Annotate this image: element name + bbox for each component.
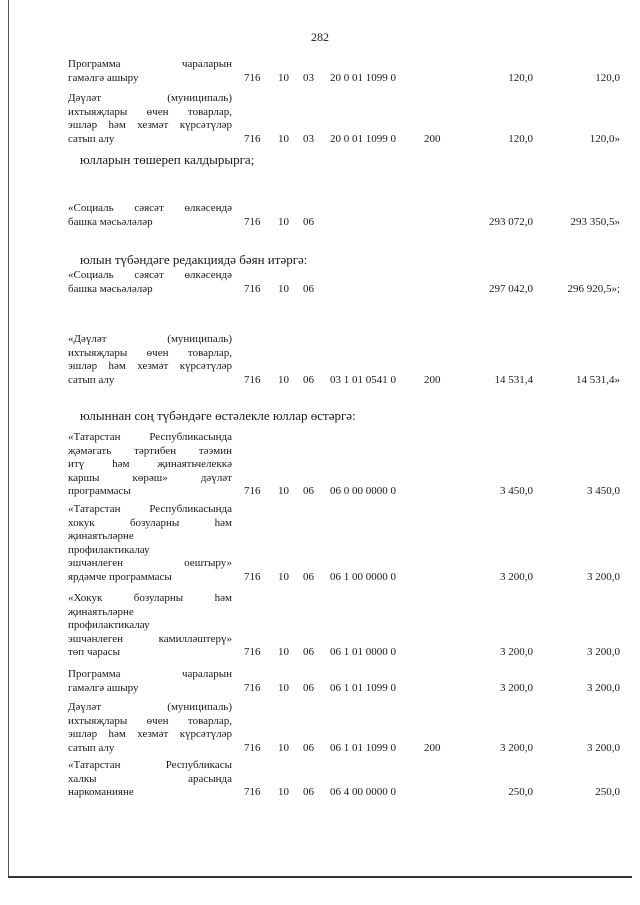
- row-name: [68, 58, 232, 85]
- section-code: 10: [278, 132, 289, 145]
- target-article-code: 03 1 01 0541 0: [330, 373, 396, 386]
- amount-1: 14 531,4: [494, 373, 533, 386]
- section-code: 10: [278, 215, 289, 228]
- amount-2: 3 200,0: [587, 741, 620, 754]
- ministry-code: 716: [244, 570, 261, 583]
- amount-2: 120,0»: [589, 132, 620, 145]
- ministry-code: 716: [244, 681, 261, 694]
- row-name-line: сатып алу: [68, 132, 115, 145]
- section-code: 10: [278, 570, 289, 583]
- ministry-code: 716: [244, 132, 261, 145]
- row-name-line: «Татарстан Республикасында: [68, 431, 232, 443]
- row-name-line: гамәлгә ашыру: [68, 681, 139, 694]
- scan-edge-line: [8, 0, 9, 878]
- amount-1: 120,0: [508, 132, 533, 145]
- amount-2: 3 200,0: [587, 570, 620, 583]
- ministry-code: 716: [244, 71, 261, 84]
- ministry-code: 716: [244, 485, 261, 497]
- subsection-code: 06: [303, 373, 314, 386]
- subsection-code: 06: [303, 215, 314, 228]
- amount-2: 3 450,0: [587, 485, 620, 497]
- amount-1: 3 450,0: [500, 485, 533, 497]
- section-code: 10: [278, 786, 289, 798]
- row-name-line: сатып алу: [68, 741, 115, 754]
- row-name-line: Дәүләт (муниципаль): [68, 701, 232, 713]
- section-code: 10: [278, 646, 289, 658]
- target-article-code: 06 1 00 0000 0: [330, 570, 396, 583]
- amount-1: 3 200,0: [500, 570, 533, 583]
- section-code: 10: [278, 282, 289, 295]
- ministry-code: 716: [244, 373, 261, 386]
- subsection-code: 06: [303, 282, 314, 295]
- bottom-border-line: [8, 876, 632, 878]
- row-name: [68, 431, 232, 499]
- target-article-code: 20 0 01 1099 0: [330, 71, 396, 84]
- row-name-line: төп чарасы: [68, 646, 121, 658]
- subsection-code: 06: [303, 646, 314, 658]
- ministry-code: 716: [244, 646, 261, 658]
- row-name-line: эшчәнлеген оештыру»: [68, 557, 232, 569]
- target-article-code: 06 4 00 0000 0: [330, 786, 396, 798]
- row-name-line: халкы арасында: [68, 772, 232, 785]
- row-name-line: гамәлгә ашыру: [68, 71, 139, 84]
- row-name: [68, 503, 232, 584]
- row-name-line: «Хокук бозуларны һәм: [68, 592, 232, 604]
- row-name-line: наркоманияне: [68, 786, 134, 798]
- amount-1: 297 042,0: [489, 282, 533, 295]
- amount-1: 250,0: [508, 786, 533, 798]
- row-name-line: эшләр һәм хезмәт күрсәтүләр: [68, 119, 232, 131]
- expense-type-code: 200: [424, 741, 441, 754]
- section-code: 10: [278, 485, 289, 497]
- row-name-line: «Татарстан Республикасы: [68, 759, 232, 771]
- row-name-line: җинаятьләрне: [68, 530, 134, 542]
- row-name: [68, 333, 232, 387]
- row-name: [68, 269, 232, 296]
- amount-2: 293 350,5»: [570, 215, 620, 228]
- row-name-line: Программа чараларын: [68, 58, 232, 70]
- row-name-line: «Социаль сәясәт өлкәсендә: [68, 202, 232, 214]
- row-name-line: ихтыяҗлары өчен товарлар,: [68, 105, 232, 118]
- amount-2: 296 920,5»;: [567, 282, 620, 295]
- instruction-line: юлын түбәндәге редакциядә бәян итәргә:: [80, 252, 308, 267]
- section-code: 10: [278, 71, 289, 84]
- row-name-line: ярдәмче программасы: [68, 570, 172, 583]
- subsection-code: 06: [303, 485, 314, 497]
- row-name-line: башка мәсьәләләр: [68, 215, 153, 228]
- amount-2: 14 531,4»: [576, 373, 620, 386]
- amount-2: 3 200,0: [587, 646, 620, 658]
- subsection-code: 06: [303, 786, 314, 798]
- row-name-line: программасы: [68, 485, 131, 497]
- target-article-code: 06 1 01 1099 0: [330, 681, 396, 694]
- row-name: [68, 759, 232, 800]
- expense-type-code: 200: [424, 132, 441, 145]
- row-name-line: башка мәсьәләләр: [68, 282, 153, 295]
- row-name: [68, 202, 232, 229]
- row-name-line: эшләр һәм хезмәт күрсәтүләр: [68, 360, 232, 372]
- section-code: 10: [278, 741, 289, 754]
- row-name-line: Программа чараларын: [68, 668, 232, 680]
- row-name-line: җәмәгать тәртибен тәэмин: [68, 444, 232, 457]
- amount-2: 250,0: [595, 786, 620, 798]
- row-name-line: эшчәнлеген камилләштерү»: [68, 632, 232, 645]
- ministry-code: 716: [244, 786, 261, 798]
- section-code: 10: [278, 373, 289, 386]
- row-name: [68, 92, 232, 146]
- subsection-code: 03: [303, 132, 314, 145]
- row-name-line: профилактикалау: [68, 543, 150, 556]
- amount-2: 3 200,0: [587, 681, 620, 694]
- instruction-line: юлларын төшереп калдырырга;: [80, 152, 255, 167]
- row-name-line: ихтыяҗлары өчен товарлар,: [68, 346, 232, 359]
- page-number: 282: [311, 30, 329, 44]
- target-article-code: 06 1 01 1099 0: [330, 741, 396, 754]
- row-name-line: ихтыяҗлары өчен товарлар,: [68, 714, 232, 727]
- row-name-line: сатып алу: [68, 373, 115, 386]
- row-name-line: каршы көрәш» дәүләт: [68, 471, 232, 484]
- subsection-code: 06: [303, 741, 314, 754]
- amount-1: 3 200,0: [500, 741, 533, 754]
- subsection-code: 03: [303, 71, 314, 84]
- row-name-line: җинаятьләрне: [68, 605, 134, 618]
- row-name: [68, 668, 232, 695]
- row-name-line: итү һәм җинаятьчелеккә: [68, 458, 232, 470]
- target-article-code: 20 0 01 1099 0: [330, 132, 396, 145]
- subsection-code: 06: [303, 681, 314, 694]
- row-name-line: Дәүләт (муниципаль): [68, 92, 232, 104]
- amount-1: 3 200,0: [500, 646, 533, 658]
- ministry-code: 716: [244, 282, 261, 295]
- section-code: 10: [278, 681, 289, 694]
- row-name: [68, 592, 232, 660]
- row-name-line: профилактикалау: [68, 619, 150, 631]
- row-name-line: «Социаль сәясәт өлкәсендә: [68, 269, 232, 281]
- ministry-code: 716: [244, 741, 261, 754]
- subsection-code: 06: [303, 570, 314, 583]
- amount-1: 120,0: [508, 71, 533, 84]
- amount-1: 3 200,0: [500, 681, 533, 694]
- row-name-line: хокук бозуларны һәм: [68, 516, 232, 529]
- row-name: [68, 701, 232, 755]
- row-name-line: «Татарстан Республикасында: [68, 503, 232, 515]
- target-article-code: 06 1 01 0000 0: [330, 646, 396, 658]
- instruction-line: юлыннан соң түбәндәге өстәлекле юллар өстәргә:: [80, 408, 356, 423]
- ministry-code: 716: [244, 215, 261, 228]
- expense-type-code: 200: [424, 373, 441, 386]
- row-name-line: «Дәүләт (муниципаль): [68, 333, 232, 345]
- row-name-line: эшләр һәм хезмәт күрсәтүләр: [68, 728, 232, 740]
- amount-2: 120,0: [595, 71, 620, 84]
- target-article-code: 06 0 00 0000 0: [330, 485, 396, 497]
- amount-1: 293 072,0: [489, 215, 533, 228]
